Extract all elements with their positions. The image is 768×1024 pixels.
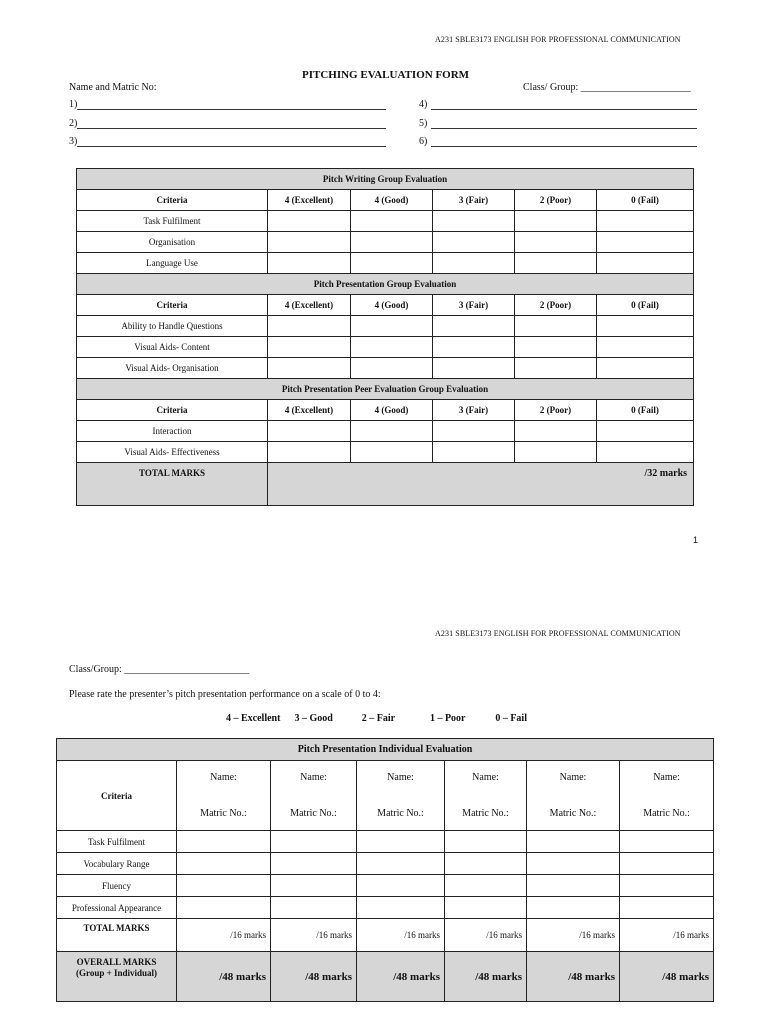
score-cell[interactable]: [445, 853, 527, 875]
score-cell[interactable]: [597, 358, 694, 379]
presenter-header[interactable]: [271, 761, 357, 831]
score-cell[interactable]: [351, 442, 433, 463]
score-header: 4 (Good): [351, 190, 433, 211]
member-line-label: 2): [69, 118, 78, 129]
member-line-blank[interactable]: [431, 99, 697, 110]
score-cell[interactable]: [620, 875, 714, 897]
score-cell[interactable]: [445, 897, 527, 919]
score-cell[interactable]: [515, 421, 597, 442]
page-number: 1: [693, 535, 699, 545]
score-cell[interactable]: [351, 232, 433, 253]
score-cell[interactable]: [268, 253, 351, 274]
member-line-blank[interactable]: [77, 118, 386, 129]
table-row: [57, 875, 714, 897]
score-header: 3 (Fair): [433, 190, 515, 211]
score-cell[interactable]: [515, 232, 597, 253]
score-cell[interactable]: [515, 211, 597, 232]
score-cell[interactable]: [527, 875, 620, 897]
member-line-blank[interactable]: [431, 118, 697, 129]
presenter-header[interactable]: [620, 761, 714, 831]
criterion-label: Fluency: [57, 875, 177, 897]
score-header: 4 (Excellent): [268, 190, 351, 211]
score-cell[interactable]: [268, 316, 351, 337]
table-row: [57, 831, 714, 853]
score-cell[interactable]: [515, 358, 597, 379]
score-header: 4 (Excellent): [268, 295, 351, 316]
score-cell[interactable]: [433, 337, 515, 358]
score-cell[interactable]: [515, 253, 597, 274]
criterion-label: Visual Aids- Organisation: [77, 358, 268, 379]
rating-instruction: Please rate the presenter’s pitch presentation performance on a scale of 0 to 4:: [69, 689, 381, 700]
rating-scale: [226, 713, 527, 724]
criterion-label: Visual Aids- Content: [77, 337, 268, 358]
score-cell[interactable]: [597, 253, 694, 274]
score-header: 4 (Good): [351, 295, 433, 316]
member-line-label: 1): [69, 99, 78, 110]
overall-marks-value: /48 marks: [357, 952, 445, 1002]
score-cell[interactable]: [268, 211, 351, 232]
criterion-label: Professional Appearance: [57, 897, 177, 919]
scale-item: 2 – Fair: [361, 713, 395, 724]
criterion-label: Vocabulary Range: [57, 853, 177, 875]
score-cell[interactable]: [597, 442, 694, 463]
score-cell[interactable]: [351, 253, 433, 274]
score-cell[interactable]: [527, 831, 620, 853]
scale-item: 0 – Fail: [495, 713, 527, 724]
score-cell[interactable]: [515, 442, 597, 463]
name-label: Name:: [653, 771, 680, 783]
table-row: [57, 897, 714, 919]
score-cell[interactable]: [268, 421, 351, 442]
score-cell[interactable]: [597, 421, 694, 442]
member-line-blank[interactable]: [431, 136, 697, 147]
score-cell[interactable]: [597, 211, 694, 232]
total-marks-value: /16 marks: [177, 919, 271, 952]
class-group-label: Class/ Group: ______________________: [523, 82, 691, 93]
score-header: 2 (Poor): [515, 400, 597, 421]
overall-marks-value: /48 marks: [445, 952, 527, 1002]
score-cell[interactable]: [597, 316, 694, 337]
table-row: [57, 853, 714, 875]
score-cell[interactable]: [620, 897, 714, 919]
section-title: Pitch Presentation Group Evaluation: [77, 274, 694, 295]
score-header: 0 (Fail): [597, 190, 694, 211]
score-cell[interactable]: [433, 316, 515, 337]
member-line-6[interactable]: [419, 136, 697, 147]
score-cell[interactable]: [357, 875, 445, 897]
score-cell[interactable]: [527, 853, 620, 875]
member-line-label: 6): [419, 136, 428, 147]
criterion-label: Visual Aids- Effectiveness: [77, 442, 268, 463]
member-line-2[interactable]: [69, 118, 386, 129]
table-row: [77, 316, 694, 337]
criteria-header: Criteria: [77, 295, 268, 316]
score-header: 2 (Poor): [515, 190, 597, 211]
criterion-label: Organisation: [77, 232, 268, 253]
table-row: [77, 421, 694, 442]
member-line-label: 4): [419, 99, 428, 110]
score-cell[interactable]: [351, 358, 433, 379]
score-header: 0 (Fail): [597, 295, 694, 316]
scale-item: 1 – Poor: [429, 713, 466, 724]
member-line-3[interactable]: [69, 136, 386, 147]
score-header: 2 (Poor): [515, 295, 597, 316]
total-marks-value: /16 marks: [445, 919, 527, 952]
matric-label: Matric No.:: [200, 807, 247, 819]
total-marks-value: /16 marks: [620, 919, 714, 952]
score-cell[interactable]: [433, 232, 515, 253]
matric-label: Matric No.:: [462, 807, 509, 819]
criteria-header: Criteria: [77, 400, 268, 421]
score-cell[interactable]: [357, 897, 445, 919]
criterion-label: Ability to Handle Questions: [77, 316, 268, 337]
name-matric-label: Name and Matric No:: [69, 82, 157, 93]
score-cell[interactable]: [445, 875, 527, 897]
score-cell[interactable]: [597, 337, 694, 358]
score-cell[interactable]: [351, 316, 433, 337]
total-marks-value: /16 marks: [271, 919, 357, 952]
presenter-header[interactable]: [177, 761, 271, 831]
table-row: [77, 211, 694, 232]
score-cell[interactable]: [620, 853, 714, 875]
score-cell[interactable]: [433, 421, 515, 442]
overall-marks-value: /48 marks: [620, 952, 714, 1002]
table-row: [77, 358, 694, 379]
name-label: Name:: [387, 771, 414, 783]
member-line-1[interactable]: [69, 99, 386, 110]
table-row: [77, 232, 694, 253]
total-marks-value: /16 marks: [527, 919, 620, 952]
score-cell[interactable]: [515, 337, 597, 358]
score-header: 0 (Fail): [597, 400, 694, 421]
member-line-label: 5): [419, 118, 428, 129]
overall-label-line-2: (Group + Individual): [76, 968, 157, 978]
total-marks-label: TOTAL MARKS: [77, 463, 268, 506]
score-cell[interactable]: [268, 337, 351, 358]
score-cell[interactable]: [433, 253, 515, 274]
score-cell[interactable]: [271, 831, 357, 853]
table-row: [77, 337, 694, 358]
score-cell[interactable]: [597, 232, 694, 253]
criterion-label: Task Fulfilment: [77, 211, 268, 232]
score-cell[interactable]: [433, 358, 515, 379]
presenter-header[interactable]: [527, 761, 620, 831]
table-row: [77, 253, 694, 274]
overall-marks-label: [57, 952, 177, 1002]
score-cell[interactable]: [268, 442, 351, 463]
total-marks-value: /16 marks: [357, 919, 445, 952]
matric-label: Matric No.:: [643, 807, 690, 819]
score-cell[interactable]: [351, 211, 433, 232]
section-title: Pitch Presentation Peer Evaluation Group Evaluation: [77, 379, 694, 400]
member-line-5[interactable]: [419, 118, 697, 129]
score-cell[interactable]: [177, 897, 271, 919]
total-marks-label: TOTAL MARKS: [57, 919, 177, 952]
score-cell[interactable]: [268, 358, 351, 379]
total-row: [57, 919, 714, 952]
member-line-label: 3): [69, 136, 78, 147]
score-cell[interactable]: [177, 853, 271, 875]
score-header: 4 (Excellent): [268, 400, 351, 421]
overall-row: [57, 952, 714, 1002]
score-cell[interactable]: [620, 831, 714, 853]
score-cell[interactable]: [271, 853, 357, 875]
score-cell[interactable]: [271, 875, 357, 897]
matric-label: Matric No.:: [377, 807, 424, 819]
individual-evaluation-table: [56, 738, 714, 1002]
score-cell[interactable]: [515, 316, 597, 337]
criteria-header: Criteria: [57, 761, 177, 831]
table-row: [77, 442, 694, 463]
name-label: Name:: [300, 771, 327, 783]
score-header: 4 (Good): [351, 400, 433, 421]
score-header: 3 (Fair): [433, 400, 515, 421]
presenter-header[interactable]: [445, 761, 527, 831]
overall-label-line-1: OVERALL MARKS: [76, 957, 157, 967]
matric-label: Matric No.:: [290, 807, 337, 819]
course-header: A231 SBLE3173 ENGLISH FOR PROFESSIONAL COMMUNICATION: [435, 35, 681, 44]
score-cell[interactable]: [268, 232, 351, 253]
criterion-label: Interaction: [77, 421, 268, 442]
criteria-header: Criteria: [77, 190, 268, 211]
matric-label: Matric No.:: [549, 807, 597, 819]
score-cell[interactable]: [351, 421, 433, 442]
score-header: 3 (Fair): [433, 295, 515, 316]
score-cell[interactable]: [433, 442, 515, 463]
name-label: Name:: [210, 771, 237, 783]
form-title: PITCHING EVALUATION FORM: [302, 69, 470, 81]
score-cell[interactable]: [351, 337, 433, 358]
overall-marks-value: /48 marks: [177, 952, 271, 1002]
score-cell[interactable]: [433, 211, 515, 232]
overall-marks-value: /48 marks: [527, 952, 620, 1002]
score-cell[interactable]: [177, 831, 271, 853]
course-header: A231 SBLE3173 ENGLISH FOR PROFESSIONAL COMMUNICATION: [435, 629, 681, 638]
criterion-label: Task Fulfilment: [57, 831, 177, 853]
score-cell[interactable]: [357, 853, 445, 875]
total-marks-value: /32 marks: [268, 463, 694, 506]
score-cell[interactable]: [271, 897, 357, 919]
criterion-label: Language Use: [77, 253, 268, 274]
table-title: Pitch Presentation Individual Evaluation: [57, 739, 714, 761]
member-line-blank[interactable]: [77, 99, 386, 110]
name-label: Name:: [559, 771, 587, 783]
class-group-label: Class/Group: _________________________: [69, 664, 250, 675]
name-label: Name:: [472, 771, 499, 783]
section-title: Pitch Writing Group Evaluation: [77, 169, 694, 190]
score-cell[interactable]: [357, 831, 445, 853]
overall-marks-value: /48 marks: [271, 952, 357, 1002]
scale-item: 3 – Good: [294, 713, 333, 724]
score-cell[interactable]: [527, 897, 620, 919]
member-line-4[interactable]: [419, 99, 697, 110]
group-evaluation-table: [76, 168, 694, 506]
presenter-header[interactable]: [357, 761, 445, 831]
member-line-blank[interactable]: [77, 136, 386, 147]
scale-item: 4 – Excellent: [226, 713, 281, 724]
score-cell[interactable]: [445, 831, 527, 853]
score-cell[interactable]: [177, 875, 271, 897]
